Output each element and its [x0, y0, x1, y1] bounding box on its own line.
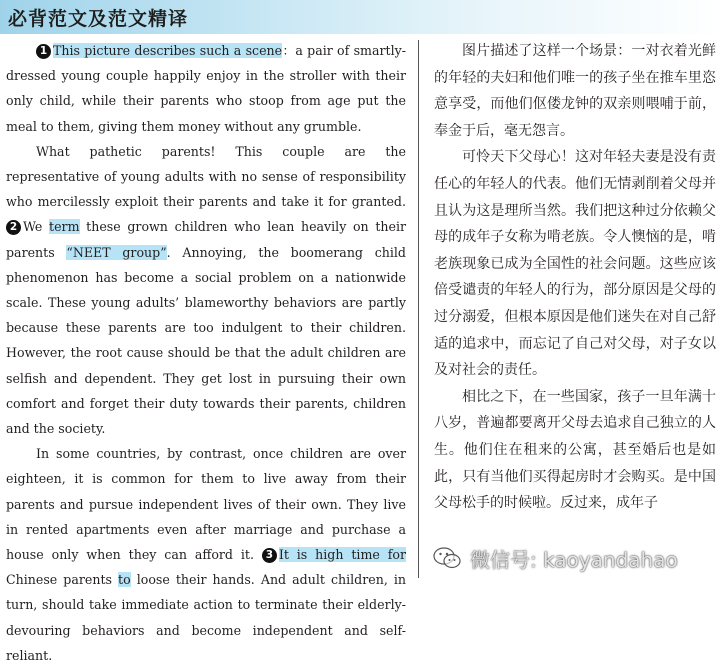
number-badge-1: 1	[36, 44, 51, 59]
highlight-term: term	[49, 219, 80, 235]
paragraph-text: Chinese parents	[6, 572, 119, 588]
watermark-text: 微信号: kaoyandahao	[470, 547, 678, 572]
chinese-translation	[434, 38, 716, 517]
wechat-icon	[432, 545, 462, 571]
watermark	[432, 540, 702, 576]
paragraph-text: loose their hands. And adult children, in turn, should take immediate action to terminate their elderly-devouring behaviors and become independent and self-reliant.	[6, 572, 406, 663]
chinese-paragraph-3: 相比之下，在一些国家，孩子一旦年满十八岁，普遍都要离开父母去追求自己独立的人生。他们住在租来的公寓，甚至婚后也是如此，只有当他们买得起房时才会购买。是中国父母松手的时候啦。反过来，成年子	[434, 388, 716, 512]
english-paragraph-2	[6, 139, 406, 441]
paragraph-text: What pathetic parents! This couple are the representative of young adults with no sense of responsibility who mercilessly exploit their parents and take it for granted.	[6, 143, 406, 210]
chinese-paragraph-2: 可怜天下父母心！这对年轻夫妻是没有责任心的年轻人的代表。他们无情剥削着父母并且认为这是理所当然。我们把这种过分依赖父母的成年子女称为啃老族。令人懊恼的是，啃老族现象已成为全国性的社会问题。这些应该倍受谴责的年轻人的行为，部分原因是父母的过分溺爱，但根本原因是他们迷失在对自己舒适的追求中，而忘记了自己对父母，对子女以及对社会的责任。	[434, 149, 716, 379]
number-badge-2: 2	[6, 220, 21, 235]
section-header	[0, 0, 722, 34]
paragraph-text: In some countries, by contrast, once children are over eighteen, it is common for them to live away from their parents and pursue independent lives of their own. They live in rented apartments even after marriage and purchase a house only when they can afford it.	[6, 446, 406, 563]
paragraph-text: . Annoying, the boomerang child phenomenon has become a social problem on a nationwide scale. These young adults’ blameworthy behaviors are partly because these parents are too indulgent to their children. However, the root cause should be that the adult children are selfish and dependent. They get lost in pursuing their own comfort and forget their duty towards their parents, children and the society.	[6, 244, 406, 437]
paragraph-text: ：a pair of smartly-dressed young couple happily enjoy in the stroller with their only child, while their parents who stoop from age put the meal to them, giving them money without any grumble.	[6, 43, 406, 134]
highlight-neet-group: “NEET group”	[66, 244, 167, 260]
highlight-to: to	[118, 572, 131, 588]
english-essay	[6, 38, 406, 668]
chinese-paragraph-1: 图片描述了这样一个场景：一对衣着光鲜的年轻的夫妇和他们唯一的孩子坐在推车里恣意享受，而他们伛偻龙钟的双亲则喂哺于前，奉金于后，毫无怨言。	[434, 43, 716, 139]
number-badge-3: 3	[262, 548, 277, 563]
english-paragraph-1	[6, 38, 406, 139]
highlight-phrase-1: This picture describes such a scene	[53, 43, 283, 58]
column-divider	[418, 40, 419, 578]
english-paragraph-3	[6, 441, 406, 668]
section-title: 必背范文及范文精译	[8, 8, 189, 30]
highlight-phrase-3: It is high time for	[278, 547, 406, 563]
paragraph-text: We	[23, 219, 50, 235]
paragraph-text: these grown children who lean heavily on their parents	[6, 219, 406, 260]
